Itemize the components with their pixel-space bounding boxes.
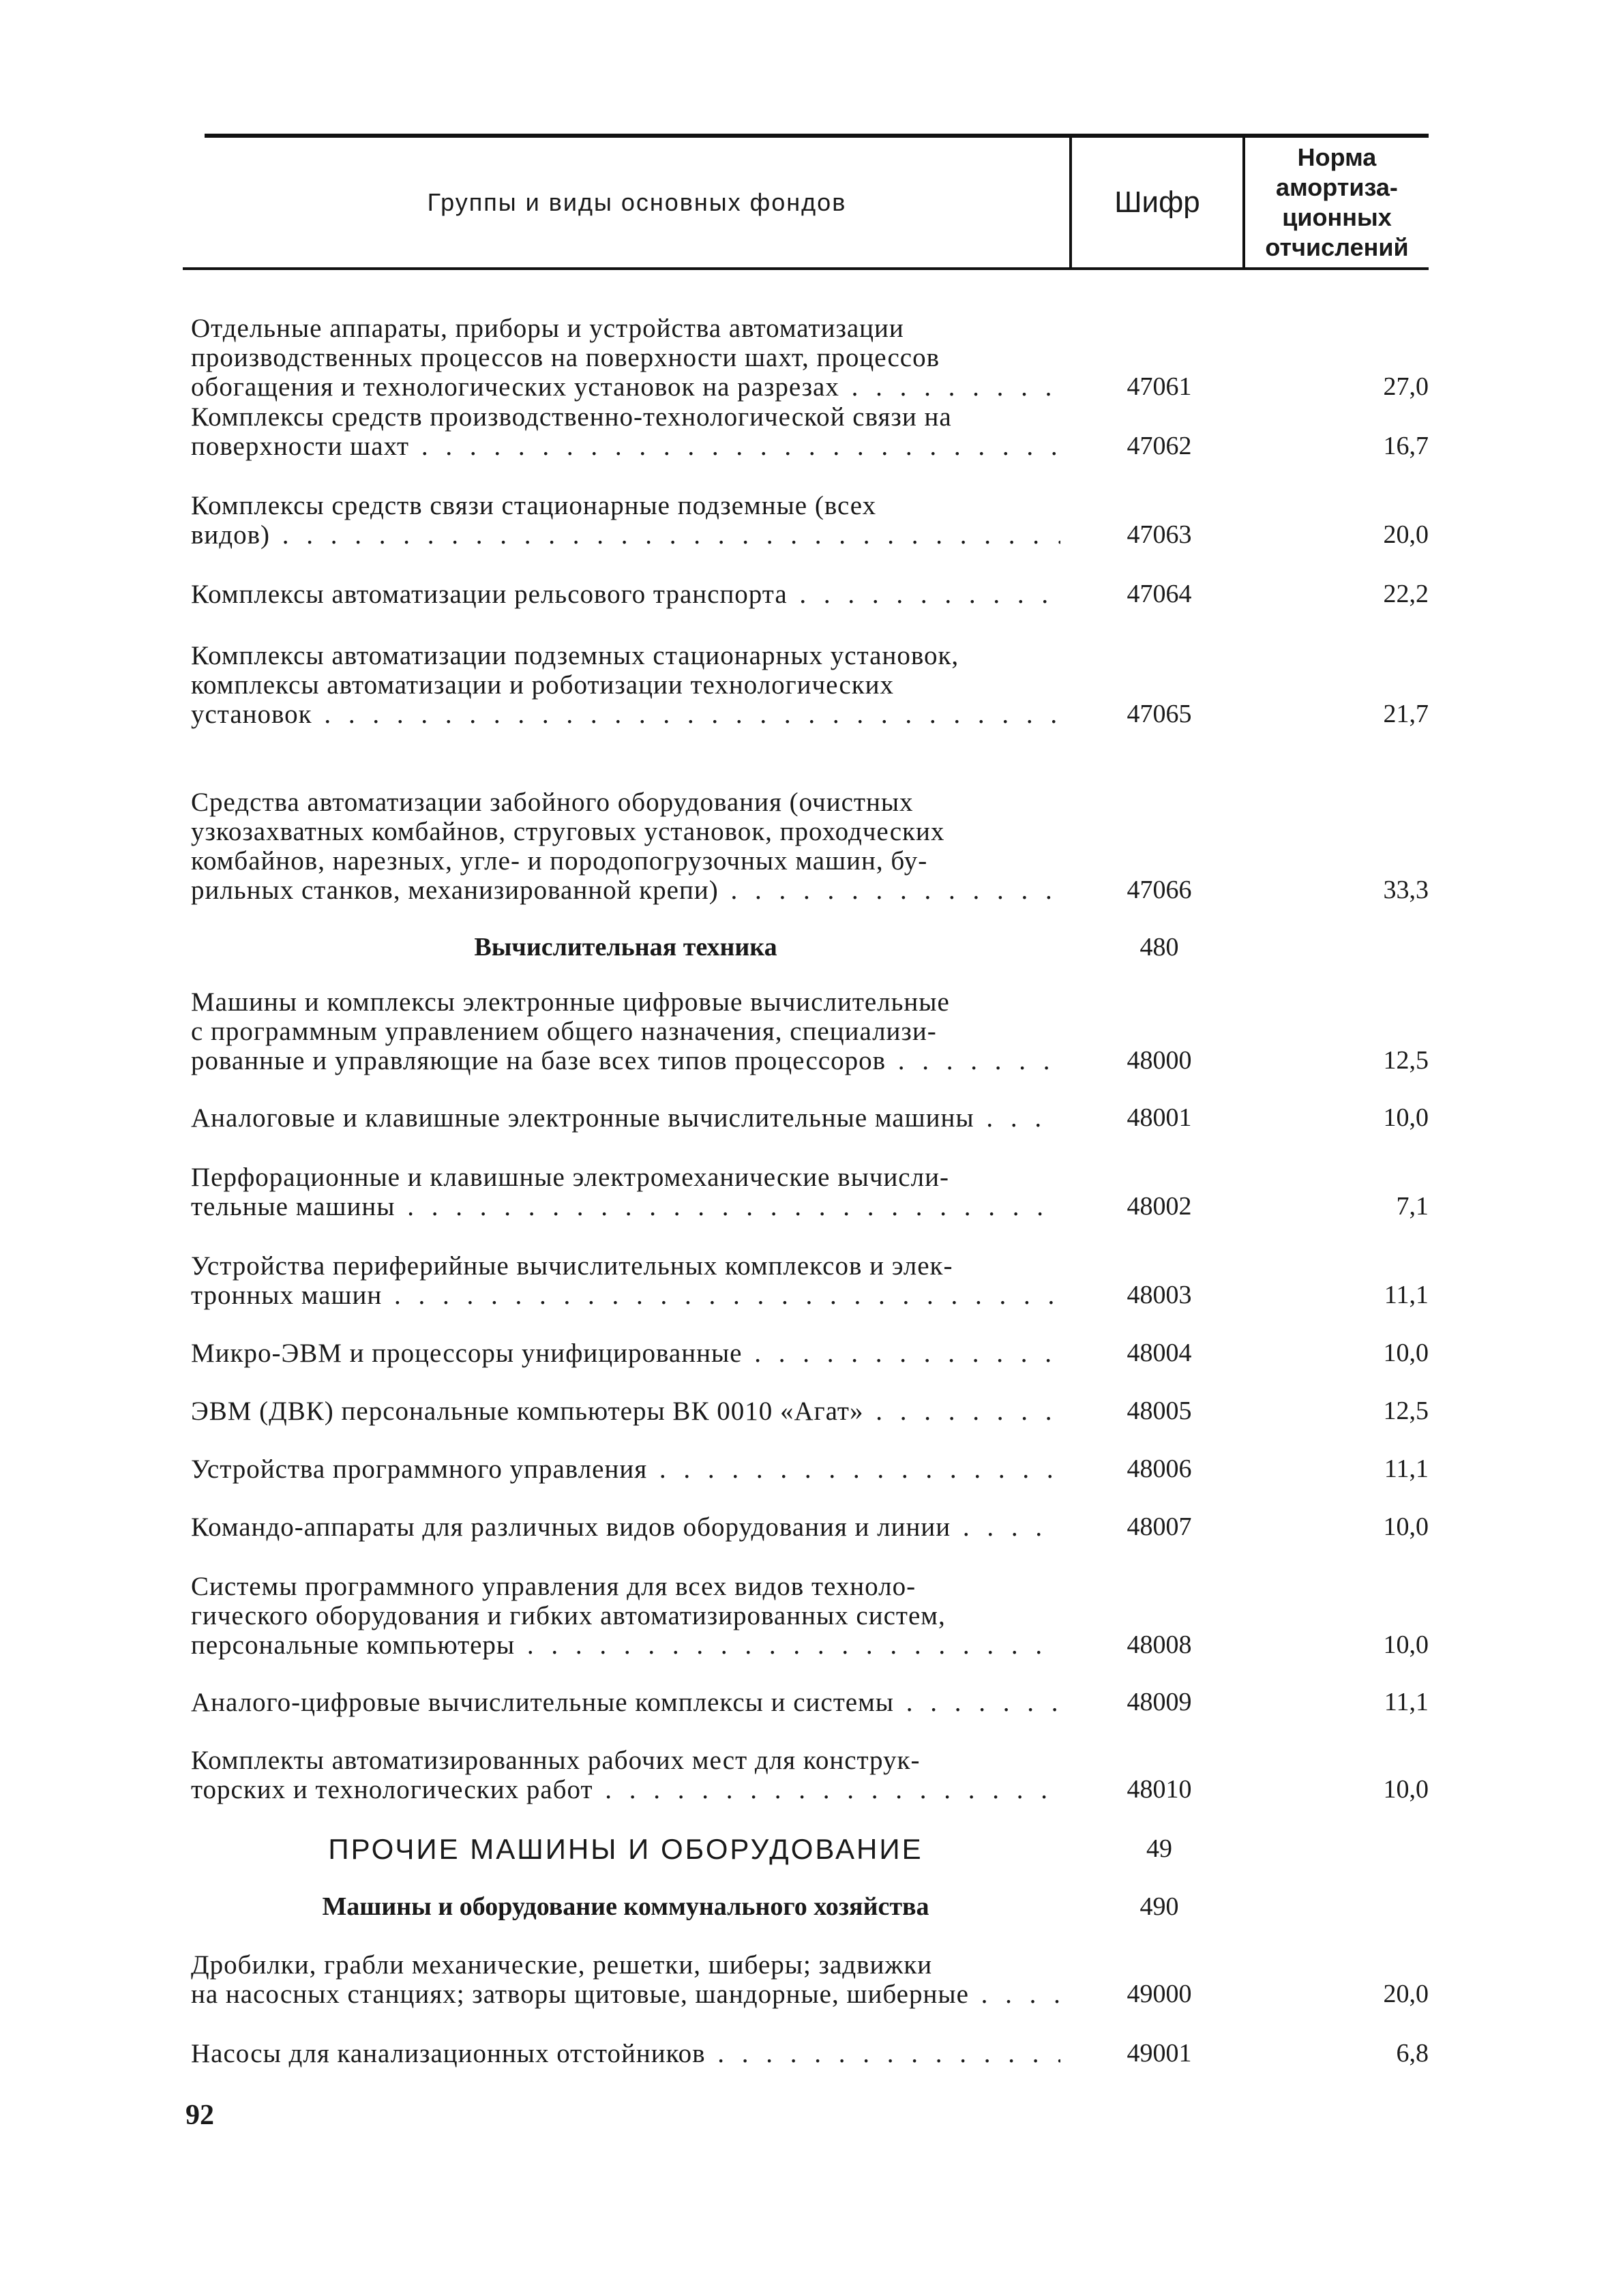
row-description [191, 1512, 1060, 1542]
description-line: торских и технологических работ . . . [191, 1775, 1060, 1804]
row-code: 47063 [1127, 520, 1192, 549]
description-line: Комплексы средств производственно-технологической связи на [191, 402, 952, 432]
row-description [191, 580, 1060, 609]
description-line: тельные машины . . . [191, 1192, 1060, 1221]
row-norm: 10,0 [1383, 1103, 1429, 1132]
row-code: 47062 [1127, 432, 1192, 460]
row-code: 47061 [1127, 372, 1192, 401]
column-header-groups: Группы и виды основных фондов [427, 188, 847, 216]
row-norm: 7,1 [1396, 1192, 1429, 1221]
description-line: Аналого-цифровые вычислительные комплексы и системы . . . [191, 1688, 1060, 1717]
section-heading: Машины и оборудование коммунального хозяйства [322, 1892, 929, 1921]
row-description [191, 491, 1060, 550]
description-line: Перфорационные и клавишные электромеханические вычисли- [191, 1163, 949, 1192]
row-code: 48003 [1127, 1281, 1192, 1309]
description-line: Устройства программного управления . . . [191, 1455, 1060, 1484]
row-norm: 11,1 [1384, 1281, 1429, 1309]
description-line: Командо-аппараты для различных видов оборудования и линии . . . [191, 1512, 1060, 1542]
description-line: Отдельные аппараты, приборы и устройства автоматизации [191, 314, 904, 343]
row-norm: 12,5 [1383, 1046, 1429, 1075]
norm-header-line: Норма [1297, 143, 1377, 171]
row-code: 49000 [1127, 1980, 1192, 2008]
row-code: 48004 [1127, 1339, 1192, 1367]
description-line: Комплексы средств связи стационарные подземные (всех [191, 491, 877, 520]
row-description [191, 402, 1060, 461]
row-code: 49001 [1127, 2039, 1192, 2068]
description-line: рованные и управляющие на базе всех типов процессоров . . . [191, 1046, 1060, 1075]
description-line: Комплекты автоматизированных рабочих мест для конструк- [191, 1746, 921, 1775]
row-description [191, 788, 1060, 905]
row-description [191, 987, 1060, 1075]
row-description [191, 2039, 1060, 2068]
description-line: Машины и комплексы электронные цифровые вычислительные [191, 987, 950, 1017]
description-line: Системы программного управления для всех видов техноло- [191, 1572, 916, 1601]
row-norm: 16,7 [1383, 432, 1429, 460]
row-code: 48008 [1127, 1630, 1192, 1659]
description-line: персональные компьютеры . . . [191, 1630, 1060, 1660]
row-description [191, 314, 1060, 402]
description-line: Насосы для канализационных отстойников . . . [191, 2039, 1060, 2068]
row-norm: 11,1 [1384, 1688, 1429, 1716]
row-code: 49 [1146, 1834, 1172, 1863]
description-line: поверхности шахт . . . [191, 432, 1060, 461]
description-line: ЭВМ (ДВК) персональные компьютеры ВК 0010 «Агат» . . . [191, 1397, 1060, 1426]
row-norm: 10,0 [1383, 1775, 1429, 1804]
row-code: 48005 [1127, 1397, 1192, 1425]
description-line: комплексы автоматизации и роботизации технологических [191, 670, 895, 700]
row-code: 48006 [1127, 1455, 1192, 1483]
row-norm: 20,0 [1383, 520, 1429, 549]
row-description [191, 1688, 1060, 1717]
description-line: видов) . . . [191, 520, 1060, 550]
row-norm: 6,8 [1396, 2039, 1429, 2068]
row-code: 48010 [1127, 1775, 1192, 1804]
row-description [191, 1455, 1060, 1484]
row-description [191, 1339, 1060, 1368]
row-norm: 10,0 [1383, 1339, 1429, 1367]
row-code: 47064 [1127, 580, 1192, 608]
description-line: тронных машин . . . [191, 1281, 1060, 1310]
row-description [191, 1746, 1060, 1804]
row-description [191, 1950, 1060, 2009]
description-line: узкозахватных комбайнов, струговых установок, проходческих [191, 817, 945, 846]
description-line: обогащения и технологических установок на разрезах . . . [191, 372, 1060, 402]
row-description [191, 1572, 1060, 1660]
row-code: 48009 [1127, 1688, 1192, 1716]
description-line: Средства автоматизации забойного оборудования (очистных [191, 788, 914, 817]
row-code: 47065 [1127, 700, 1192, 728]
row-description [191, 1397, 1060, 1426]
row-norm: 10,0 [1383, 1630, 1429, 1659]
column-header-code: Шифр [1114, 185, 1200, 219]
description-line: Комплексы автоматизации рельсового транспорта . . . [191, 580, 1060, 609]
row-norm: 20,0 [1383, 1980, 1429, 2008]
row-norm: 21,7 [1383, 700, 1429, 728]
row-code: 48007 [1127, 1512, 1192, 1541]
norm-header-line: отчислений [1265, 233, 1409, 261]
section-heading: ПРОЧИЕ МАШИНЫ И ОБОРУДОВАНИЕ [328, 1833, 923, 1865]
description-line: на насосных станциях; затворы щитовые, шандорные, шиберные . . . [191, 1980, 1060, 2009]
row-norm: 11,1 [1384, 1455, 1429, 1483]
row-norm: 27,0 [1383, 372, 1429, 401]
row-code: 480 [1139, 933, 1179, 961]
row-code: 48002 [1127, 1192, 1192, 1221]
row-norm: 10,0 [1383, 1512, 1429, 1541]
description-line: рильных станков, механизированной крепи) . . . [191, 876, 1060, 905]
description-line: Микро-ЭВМ и процессоры унифицированные . . . [191, 1339, 1060, 1368]
description-line: Аналоговые и клавишные электронные вычислительные машины . . . [191, 1103, 1060, 1133]
description-line: Комплексы автоматизации подземных стационарных установок, [191, 641, 959, 670]
row-description [191, 641, 1060, 729]
header-bottom-rule [183, 267, 1429, 270]
description-line: производственных процессов на поверхности шахт, процессов [191, 343, 940, 372]
description-line: Дробилки, грабли механические, решетки, шиберы; задвижки [191, 1950, 933, 1980]
column-header-norm [1245, 138, 1429, 267]
description-line: Устройства периферийные вычислительных комплексов и элек- [191, 1251, 953, 1281]
description-line: с программным управлением общего назначения, специализи- [191, 1017, 937, 1046]
description-line: гического оборудования и гибких автоматизированных систем, [191, 1601, 946, 1630]
row-code: 47066 [1127, 876, 1192, 904]
description-line: комбайнов, нарезных, угле- и породопогрузочных машин, бу- [191, 846, 928, 876]
page-number: 92 [185, 2100, 214, 2131]
norm-header-line: амортиза- [1276, 173, 1398, 201]
row-description [191, 1251, 1060, 1310]
row-description [191, 1103, 1060, 1133]
description-line: установок . . . [191, 700, 1060, 729]
row-code: 48000 [1127, 1046, 1192, 1075]
row-norm: 12,5 [1383, 1397, 1429, 1425]
row-description [191, 1163, 1060, 1221]
row-code: 48001 [1127, 1103, 1192, 1132]
norm-header-line: ционных [1282, 203, 1392, 231]
row-norm: 22,2 [1383, 580, 1429, 608]
section-heading: Вычислительная техника [474, 933, 777, 961]
row-norm: 33,3 [1383, 876, 1429, 904]
row-code: 490 [1139, 1892, 1179, 1921]
